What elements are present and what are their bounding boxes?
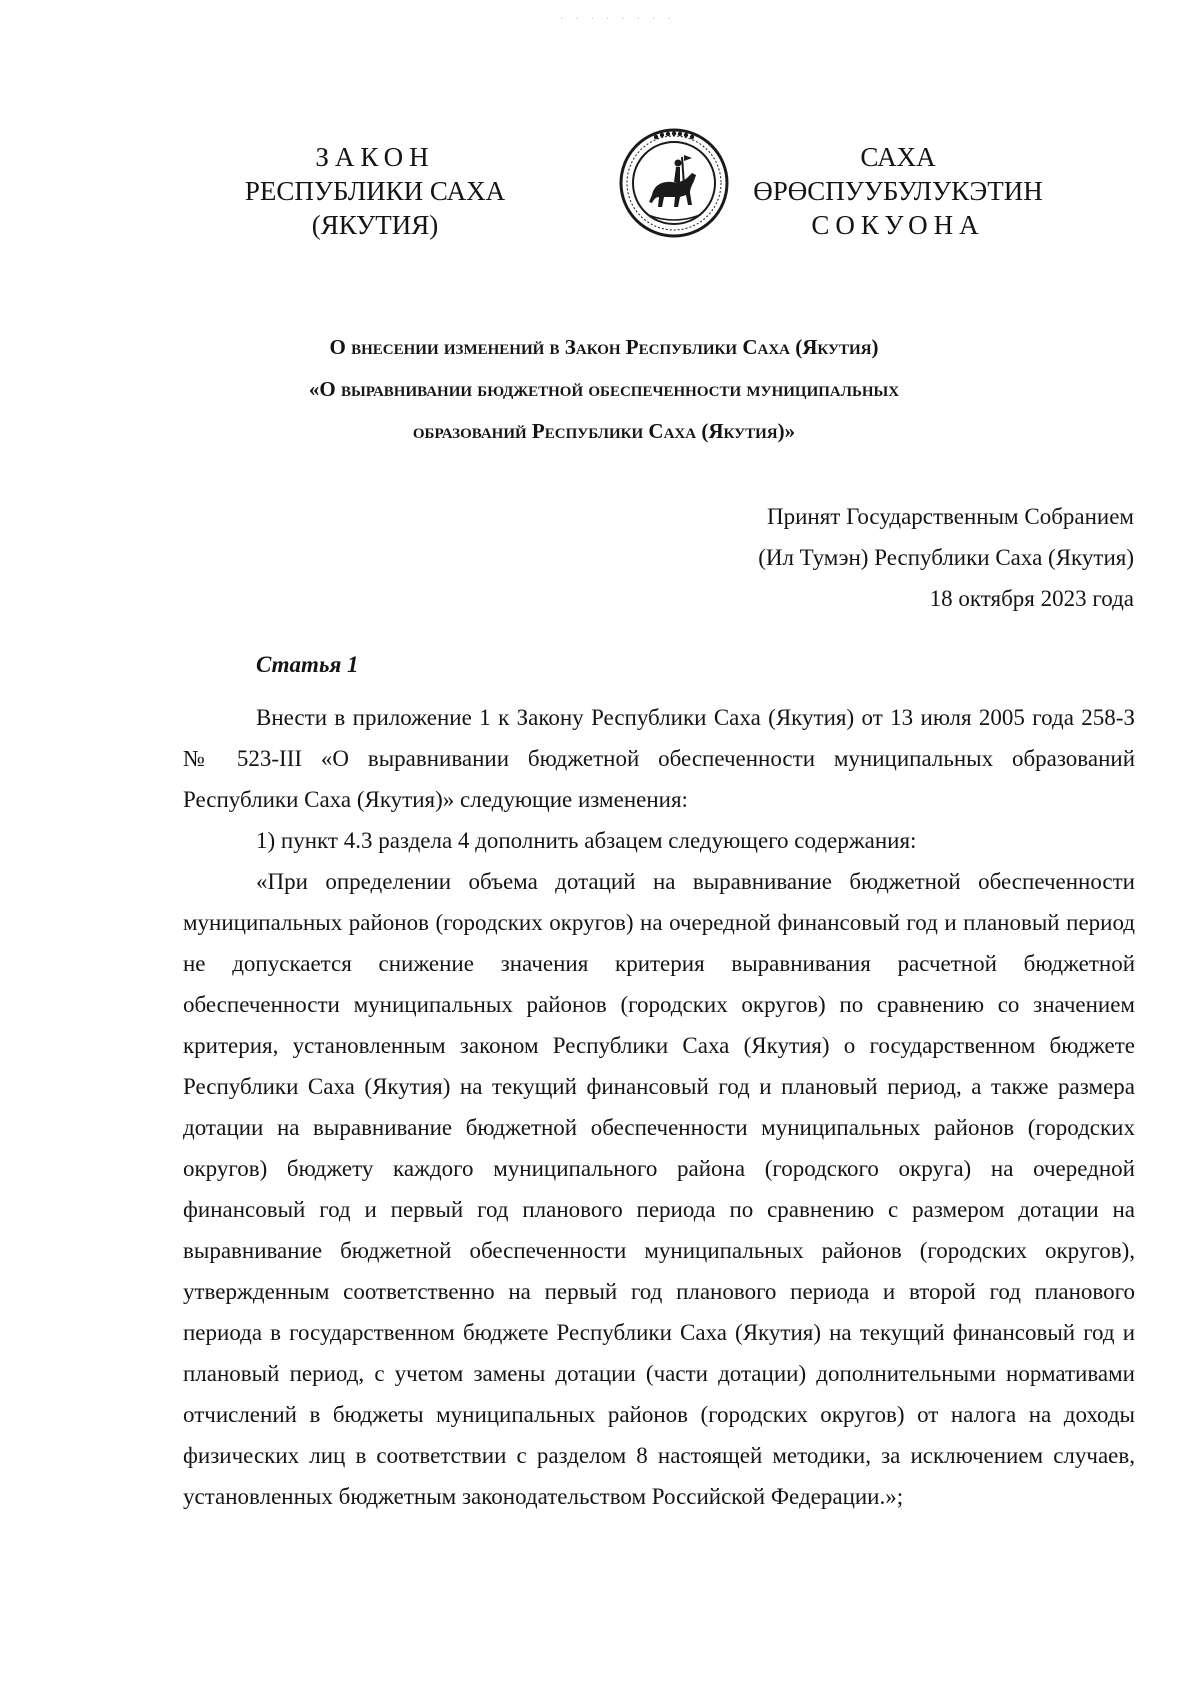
coat-of-arms-emblem-icon (618, 127, 730, 239)
law-title-line3: образований Республики Саха (Якутия)» (412, 419, 796, 443)
header-left-line2: РЕСПУБЛИКИ САХА (ЯКУТИЯ) (244, 176, 506, 240)
header-left (205, 140, 545, 242)
article-heading: Статья 1 (256, 652, 359, 677)
header-right (718, 140, 1078, 242)
law-title-line1: О внесении изменений в Закон Республики Саха (Якутия) (329, 335, 879, 359)
law-title-line2: «О выравнивании бюджетной обеспеченности муниципальных (308, 377, 900, 401)
adoption-note-line2: (Ил Тумэн) Республики Саха (Якутия) (758, 545, 1134, 570)
header-left-line1: ЗАКОН (315, 142, 435, 172)
adoption-date: 18 октября 2023 года (929, 586, 1134, 611)
adoption-note-line1: Принят Государственным Собранием (766, 504, 1134, 529)
header-right-line2: СОКУОНА (811, 210, 985, 240)
scan-artifact: ········ (560, 14, 683, 25)
article-paragraph-1: Внести в приложение 1 к Закону Республики Саха (Якутия) от 13 июля 2005 года 258-З № 523-III «О выравнивании бюджетной обеспеченности муниципальных образований Республики Саха (Якутия)» следующие изменения: (183, 705, 1135, 812)
article-paragraph-3: «При определении объема дотаций на выравнивание бюджетной обеспеченности муниципальных районов (городских округов) на очередной финансовый год и плановый период не допускается снижение значения критерия выравнивания расчетной бюджетной обеспеченности муниципальных районов (городских округов) по сравнению со значением критерия, установленным законом Республики Саха (Якутия) о государственном бюджете Республики Саха (Якутия) на текущий финансовый год и плановый период, а также размера дотации на выравнивание бюджетной обеспеченности муниципальных районов (городских округов) бюджету каждого муниципального района (городского округа) на очередной финансовый год и первый год планового периода по сравнению с размером дотации на выравнивание бюджетной обеспеченности муниципальных районов (городских округов), утвержденным соответственно на первый год планового периода и второй год планового периода в государственном бюджете Республики Саха (Якутия) на текущий финансовый год и плановый период, с учетом замены дотации (части дотации) дополнительными нормативами отчислений в бюджеты муниципальных районов (городских округов) от налога на доходы физических лиц в соответствии с разделом 8 настоящей методики, за исключением случаев, установленных бюджетным законодательством Российской Федерации.»; (183, 869, 1135, 1509)
law-title (180, 326, 1028, 452)
article-body (183, 697, 1135, 1517)
article-paragraph-2: 1) пункт 4.3 раздела 4 дополнить абзацем следующего содержания: (256, 828, 917, 853)
adoption-note (758, 496, 1134, 619)
header-right-line1: САХА ӨРӨСПУУБУЛУКЭТИН (753, 142, 1043, 206)
